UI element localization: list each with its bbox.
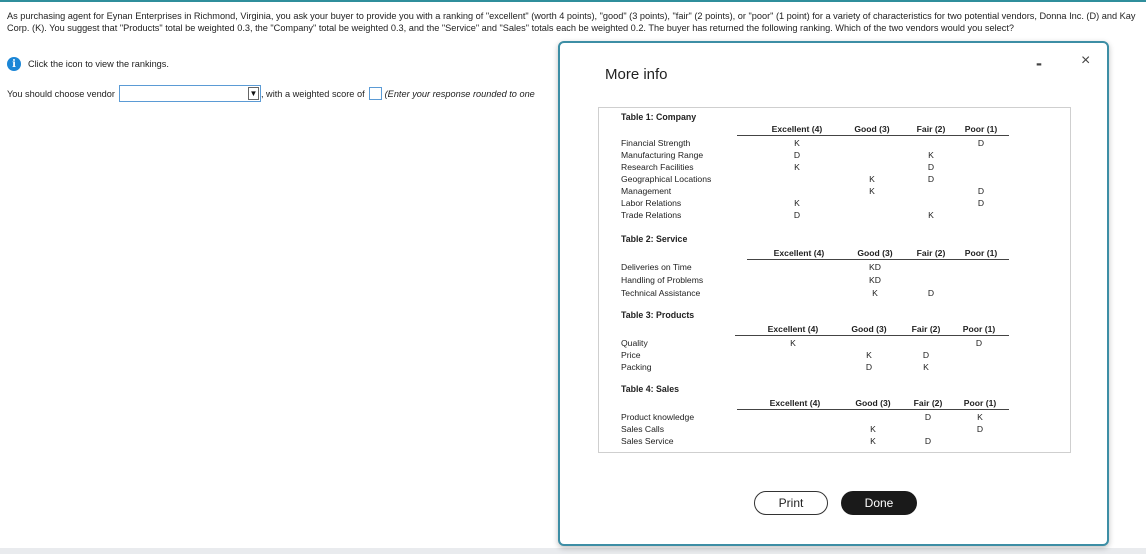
poor-col-cell: D xyxy=(977,138,985,148)
table-title: Table 1: Company xyxy=(621,112,697,122)
poor-col-header: Poor (1) xyxy=(963,398,997,408)
fair-col-cell: D xyxy=(927,174,935,184)
info-icon[interactable]: i xyxy=(7,57,21,71)
row-label: Manufacturing Range xyxy=(621,150,704,160)
dialog-title: More info xyxy=(605,66,668,83)
good-col-header: Good (3) xyxy=(855,398,891,408)
poor-col-header: Poor (1) xyxy=(962,324,996,334)
row-label: Management xyxy=(621,186,672,196)
fair-col-cell: K xyxy=(928,210,934,220)
fair-col-header: Fair (2) xyxy=(911,324,941,334)
poor-col-header: Poor (1) xyxy=(964,124,998,134)
products-table xyxy=(621,310,1009,380)
excellent-col-cell: K xyxy=(794,138,800,148)
row-label: Geographical Locations xyxy=(621,174,712,184)
good-col-header: Good (3) xyxy=(851,324,887,334)
score-input[interactable] xyxy=(369,87,382,100)
row-label: Labor Relations xyxy=(621,198,682,208)
good-col-cell: K xyxy=(869,174,875,184)
table-title: Table 3: Products xyxy=(621,310,695,320)
poor-col-cell: D xyxy=(975,338,983,348)
excellent-col-cell: K xyxy=(794,198,800,208)
question-text: As purchasing agent for Eynan Enterprises in Richmond, Virginia, you ask your buyer to provide you with a ranking of "excellent" (worth 4 points), "good" (3 points), "fair" (2 points), or "poor" (1 point) for a variety of characteristics for two potential vendors, Donna Inc. (D) and Kay Corp. (K). You suggest that "Products" total be weighted 0.3, the "Company" total be weighted 0.3, and the "Service" and "Sales" totals each be weighted 0.2. The buyer has returned the following ranking. Which of the two vendors would you select? xyxy=(7,11,1136,34)
row-label: Handling of Problems xyxy=(621,275,704,285)
bottom-bar xyxy=(0,548,1146,554)
good-col-cell: K xyxy=(866,350,872,360)
good-col-cell: KD xyxy=(869,262,881,272)
poor-col-cell: D xyxy=(977,186,985,196)
excellent-col-header: Excellent (4) xyxy=(773,248,825,258)
minimize-icon[interactable]: - xyxy=(1036,53,1042,73)
excellent-col-cell: D xyxy=(793,210,801,220)
table-title: Table 4: Sales xyxy=(621,384,680,394)
excellent-col-header: Excellent (4) xyxy=(769,398,821,408)
fair-col-cell: D xyxy=(922,350,930,360)
good-col-cell: KD xyxy=(869,275,881,285)
row-label: Product knowledge xyxy=(621,412,695,422)
poor-col-header: Poor (1) xyxy=(964,248,998,258)
info-row xyxy=(7,57,169,71)
row-label: Deliveries on Time xyxy=(621,262,692,272)
company-table xyxy=(621,112,1009,232)
answer-middle: , with a weighted score of xyxy=(260,88,365,99)
more-info-dialog xyxy=(558,41,1109,546)
poor-col-cell: D xyxy=(976,424,984,434)
header-rule xyxy=(747,259,1009,260)
header-rule xyxy=(737,135,1009,136)
good-col-header: Good (3) xyxy=(854,124,890,134)
fair-col-cell: D xyxy=(927,162,935,172)
good-col-cell: K xyxy=(869,186,875,196)
poor-col-cell: K xyxy=(977,412,983,422)
fair-col-cell: D xyxy=(924,436,932,446)
fair-col-cell: K xyxy=(923,362,929,372)
answer-prefix: You should choose vendor xyxy=(7,88,115,99)
table-title: Table 2: Service xyxy=(621,234,688,244)
vendor-dropdown[interactable] xyxy=(119,85,261,102)
excellent-col-cell: D xyxy=(793,150,801,160)
fair-col-cell: K xyxy=(928,150,934,160)
close-icon[interactable]: × xyxy=(1081,52,1091,69)
good-col-cell: K xyxy=(872,288,878,298)
row-label: Sales Calls xyxy=(621,424,664,434)
print-button[interactable]: Print xyxy=(754,491,828,515)
excellent-col-header: Excellent (4) xyxy=(771,124,823,134)
sales-table xyxy=(621,384,1009,454)
info-link-text: Click the icon to view the rankings. xyxy=(28,59,169,69)
fair-col-header: Fair (2) xyxy=(916,248,946,258)
good-col-cell: K xyxy=(870,424,876,434)
header-rule xyxy=(737,409,1009,410)
row-label: Price xyxy=(621,350,641,360)
top-accent-line xyxy=(0,0,1146,2)
fair-col-cell: D xyxy=(927,288,935,298)
dropdown-arrow-icon[interactable]: ▼ xyxy=(249,89,258,98)
poor-col-cell: D xyxy=(977,198,985,208)
answer-hint: (Enter your response rounded to one xyxy=(384,88,535,99)
excellent-col-cell: K xyxy=(794,162,800,172)
row-label: Trade Relations xyxy=(621,210,682,220)
excellent-col-header: Excellent (4) xyxy=(767,324,819,334)
row-label: Technical Assistance xyxy=(621,288,701,298)
row-label: Financial Strength xyxy=(621,138,691,148)
row-label: Research Facilities xyxy=(621,162,694,172)
row-label: Quality xyxy=(621,338,648,348)
row-label: Packing xyxy=(621,362,652,372)
answer-row xyxy=(7,85,535,102)
good-col-cell: D xyxy=(865,362,873,372)
header-rule xyxy=(735,335,1009,336)
fair-col-header: Fair (2) xyxy=(916,124,946,134)
done-button[interactable]: Done xyxy=(841,491,917,515)
excellent-col-cell: K xyxy=(790,338,796,348)
good-col-cell: K xyxy=(870,436,876,446)
service-table xyxy=(621,234,1009,304)
row-label: Sales Service xyxy=(621,436,674,446)
fair-col-header: Fair (2) xyxy=(913,398,943,408)
good-col-header: Good (3) xyxy=(857,248,893,258)
fair-col-cell: D xyxy=(924,412,932,422)
